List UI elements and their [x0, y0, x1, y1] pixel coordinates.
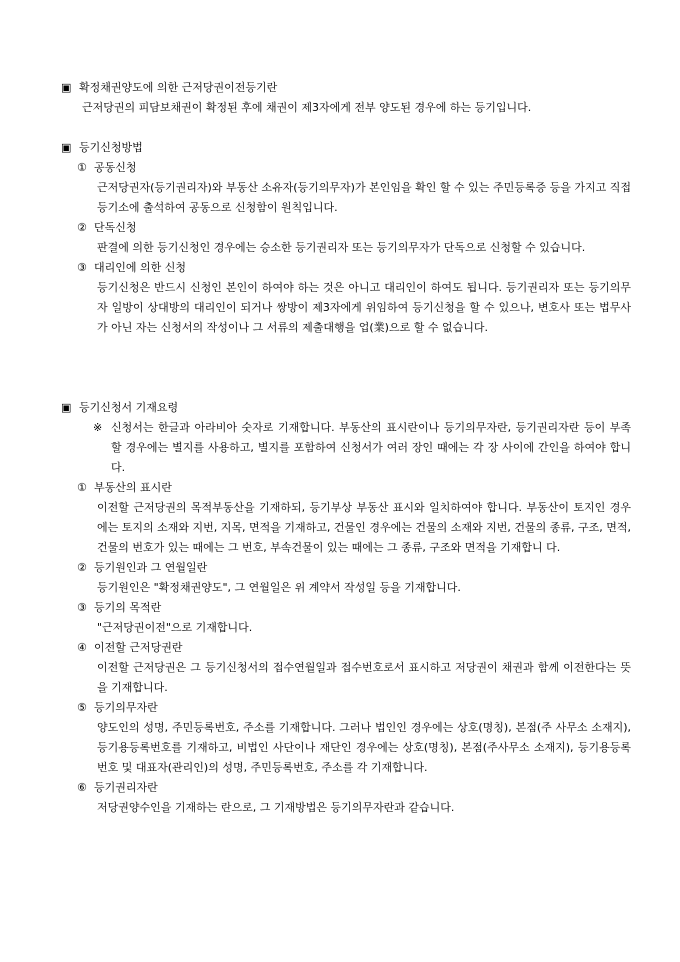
- circled-number: ⑥: [77, 781, 87, 794]
- list-item: [61, 638, 631, 698]
- circled-number: ③: [77, 601, 87, 614]
- circled-number: ①: [77, 481, 87, 494]
- section-heading: [61, 398, 631, 418]
- square-bullet-icon: ▣: [61, 81, 72, 94]
- section-title: 확정채권양도에 의한 근저당권이전등기란: [79, 81, 278, 94]
- square-bullet-icon: ▣: [61, 141, 72, 154]
- item-title: 공동신청: [94, 161, 137, 174]
- item-title: 대리인에 의한 신청: [94, 261, 187, 274]
- item-body: 판결에 의한 등기신청인 경우에는 승소한 등기권리자 또는 등기의무자가 단독으로 신청할 수 있습니다.: [97, 241, 586, 254]
- circled-number: ①: [77, 161, 87, 174]
- note-text: 신청서는 한글과 아라비아 숫자로 기재합니다. 부동산의 표시란이나 등기의무자란, 등기권리자란 등이 부족할 경우에는 별지를 사용하고, 별지를 포함하여 신청서가 여러 장인 때에는 각 장 사이에 간인을 하여야 합니다.: [111, 421, 631, 474]
- item-title: 부동산의 표시란: [94, 481, 172, 494]
- item-body: 이전할 근저당권은 그 등기신청서의 접수연월일과 접수번호로서 표시하고 저당권이 채권과 함께 이전한다는 뜻을 기재합니다.: [97, 661, 631, 694]
- section-filing-method: [61, 138, 631, 338]
- item-body: 저당권양수인을 기재하는 란으로, 그 기재방법은 등기의무자란과 같습니다.: [97, 801, 455, 814]
- note: [61, 418, 631, 478]
- list-item: [61, 258, 631, 338]
- circled-number: ④: [77, 641, 87, 654]
- section-title: 등기신청서 기재요령: [79, 401, 179, 414]
- item-title: 등기의무자란: [94, 701, 158, 714]
- section-title: 등기신청방법: [79, 141, 143, 154]
- circled-number: ⑤: [77, 701, 87, 714]
- list-item: [61, 558, 631, 598]
- circled-number: ②: [77, 221, 87, 234]
- square-bullet-icon: ▣: [61, 401, 72, 414]
- circled-number: ②: [77, 561, 87, 574]
- item-body: 등기원인은 "확정채권양도", 그 연월일은 위 계약서 작성일 등을 기재합니다.: [97, 581, 461, 594]
- section-definition: [61, 78, 631, 118]
- item-body: 이전할 근저당권의 목적부동산을 기재하되, 등기부상 부동산 표시와 일치하여야 합니다. 부동산이 토지인 경우에는 토지의 소재와 지번, 지목, 면적을 기재하고, 건물인 경우에는 건물의 소재와 지번, 건물의 종류, 구조, 면적, 건물의 번호가 있는 때에는 그 번호, 부속건물이 있는 때에는 그 종류, 구조와 면적을 기재합니 다.: [97, 501, 631, 554]
- section-heading: [61, 78, 631, 98]
- item-title: 단독신청: [94, 221, 137, 234]
- list-item: [61, 478, 631, 558]
- list-item: [61, 218, 631, 258]
- item-title: 등기원인과 그 연월일란: [94, 561, 208, 574]
- list-item: [61, 698, 631, 778]
- item-title: 등기권리자란: [94, 781, 158, 794]
- item-body: 근저당권자(등기권리자)와 부동산 소유자(등기의무자)가 본인임을 확인 할 수 있는 주민등록증 등을 가지고 직접 등기소에 출석하여 공동으로 신청함이 원칙입니다.: [97, 181, 631, 214]
- item-body: 등기신청은 반드시 신청인 본인이 하여야 하는 것은 아니고 대리인이 하여도 됩니다. 등기권리자 또는 등기의무자 일방이 상대방의 대리인이 되거나 쌍방이 제3자에게 위임하여 등기신청을 할 수 있으나, 변호사 또는 법무사가 아닌 자는 신청서의 작성이나 그 서류의 제출대행을 업(業)으로 할 수 없습니다.: [97, 281, 631, 334]
- list-item: [61, 598, 631, 638]
- section-heading: [61, 138, 631, 158]
- section-body: 근저당권의 피담보채권이 확정된 후에 채권이 제3자에게 전부 양도된 경우에 하는 등기입니다.: [82, 101, 532, 114]
- reference-mark-icon: ※: [93, 421, 103, 434]
- item-body: 양도인의 성명, 주민등록번호, 주소를 기재합니다. 그러나 법인인 경우에는 상호(명칭), 본점(주 사무소 소재지), 등기용등록번호를 기재하고, 비법인 사단이나 재단인 경우에는 상호(명칭), 본점(주사무소 소재지), 등기용등록번호 및 대표자(관리인)의 성명, 주민등록번호, 주소를 각 기재합니다.: [97, 721, 631, 774]
- section-writing-guide: [61, 398, 631, 818]
- item-title: 등기의 목적란: [94, 601, 162, 614]
- list-item: [61, 778, 631, 818]
- circled-number: ③: [77, 261, 87, 274]
- item-body: "근저당권이전"으로 기재합니다.: [97, 621, 253, 634]
- item-title: 이전할 근저당권란: [94, 641, 183, 654]
- list-item: [61, 158, 631, 218]
